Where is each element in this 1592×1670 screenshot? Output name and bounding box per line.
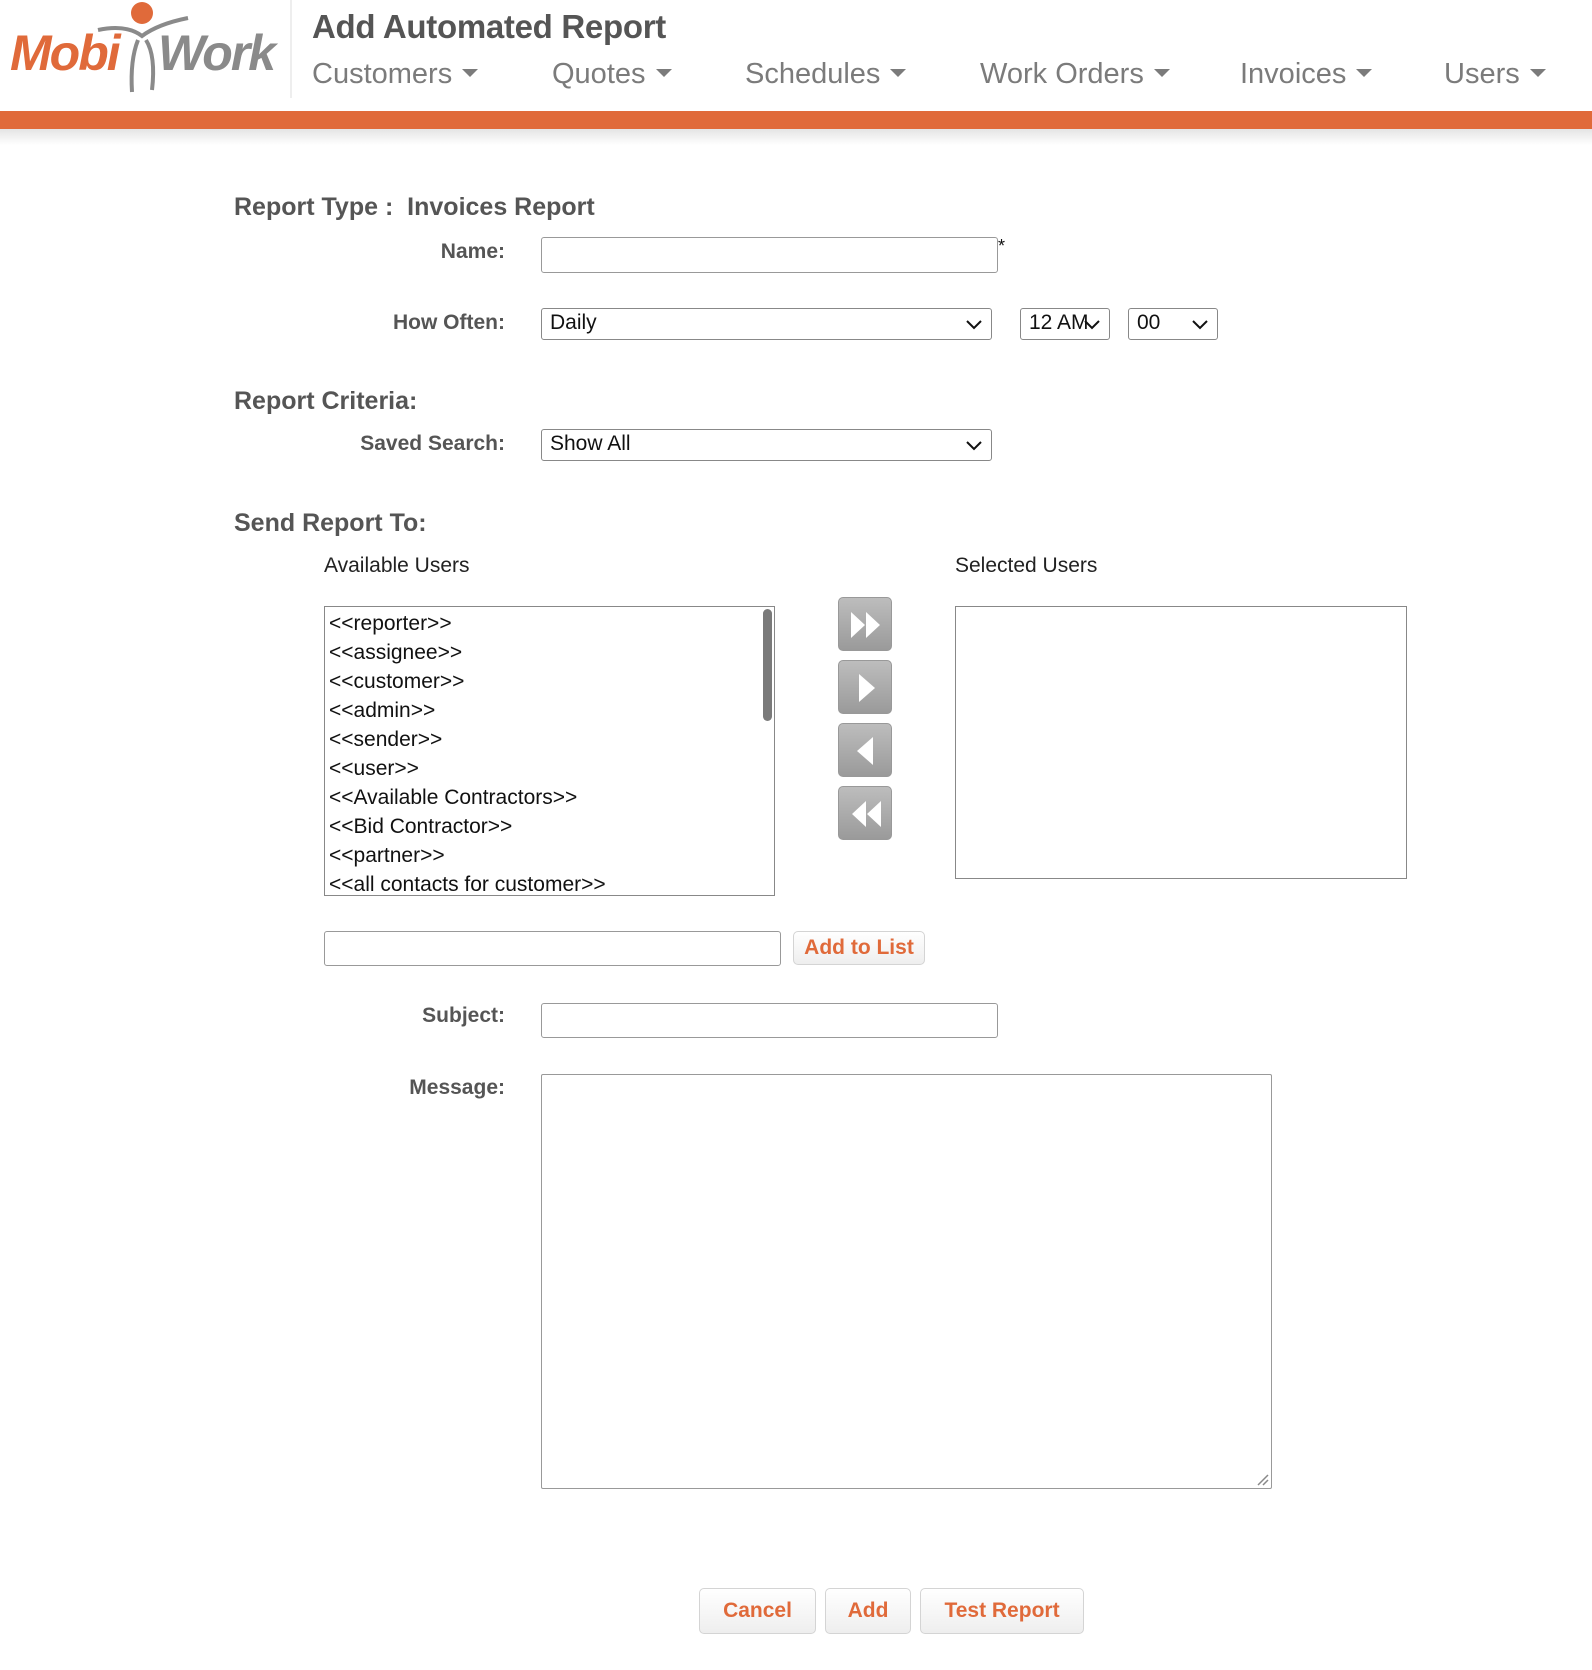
test-report-button[interactable]: Test Report <box>920 1588 1084 1634</box>
list-item[interactable]: <<Available Contractors>> <box>329 786 578 809</box>
chevron-down-icon <box>965 315 983 333</box>
nav-invoices-label: Invoices <box>1240 58 1347 90</box>
resize-handle-icon[interactable] <box>1253 1470 1269 1486</box>
saved-search-label: Saved Search: <box>360 432 505 455</box>
add-button[interactable]: Add <box>825 1588 911 1634</box>
report-type-value: Invoices Report <box>407 193 595 221</box>
add-to-list-button[interactable]: Add to List <box>793 931 925 965</box>
move-all-right-button[interactable] <box>838 597 892 651</box>
arrow-right-icon <box>839 661 893 715</box>
message-label: Message: <box>409 1076 505 1099</box>
list-item[interactable]: <<all contacts for customer>> <box>329 873 606 896</box>
available-users-label: Available Users <box>324 554 470 577</box>
report-type-label: Report Type : <box>234 193 394 221</box>
send-report-to-heading: Send Report To: <box>234 509 427 537</box>
caret-down-icon <box>1356 69 1372 77</box>
selected-users-label: Selected Users <box>955 554 1098 577</box>
nav-customers[interactable] <box>312 58 478 91</box>
message-textarea[interactable] <box>541 1074 1272 1489</box>
nav-schedules[interactable] <box>745 58 906 91</box>
how-often-label: How Often: <box>393 311 505 334</box>
nav-quotes-label: Quotes <box>552 58 646 90</box>
name-label: Name: <box>440 240 505 263</box>
accent-bar <box>0 111 1592 129</box>
list-item[interactable]: <<Bid Contractor>> <box>329 815 513 838</box>
minute-select[interactable] <box>1128 308 1218 340</box>
saved-search-value: Show All <box>550 432 631 455</box>
header-divider <box>290 0 292 98</box>
nav-schedules-label: Schedules <box>745 58 881 90</box>
saved-search-select[interactable] <box>541 429 992 461</box>
svg-text:Mobi: Mobi <box>10 25 119 81</box>
list-item[interactable]: <<assignee>> <box>329 641 463 664</box>
nav-users[interactable] <box>1444 58 1546 91</box>
caret-down-icon <box>1530 69 1546 77</box>
list-item[interactable]: <<user>> <box>329 757 419 780</box>
svg-text:Work: Work <box>158 25 275 81</box>
name-input[interactable] <box>541 237 998 273</box>
nav-quotes[interactable] <box>552 58 672 91</box>
list-scrollbar[interactable] <box>763 609 772 721</box>
subject-input[interactable] <box>541 1003 998 1038</box>
list-item[interactable]: <<sender>> <box>329 728 443 751</box>
how-often-value: Daily <box>550 311 597 334</box>
nav-work-orders[interactable] <box>980 58 1170 91</box>
nav-customers-label: Customers <box>312 58 453 90</box>
chevron-down-icon <box>1083 315 1101 333</box>
caret-down-icon <box>1154 69 1170 77</box>
caret-down-icon <box>462 69 478 77</box>
double-arrow-right-icon <box>839 598 893 652</box>
hour-select[interactable] <box>1020 308 1110 340</box>
page-title: Add Automated Report <box>312 8 666 45</box>
mobiwork-logo[interactable] <box>6 0 274 100</box>
how-often-select[interactable] <box>541 308 992 340</box>
caret-down-icon <box>890 69 906 77</box>
minute-value: 00 <box>1137 311 1161 334</box>
chevron-down-icon <box>1191 315 1209 333</box>
chevron-down-icon <box>965 436 983 454</box>
accent-shadow <box>0 129 1592 145</box>
caret-down-icon <box>656 69 672 77</box>
report-criteria-heading: Report Criteria: <box>234 387 418 415</box>
nav-work-orders-label: Work Orders <box>980 58 1144 90</box>
list-item[interactable]: <<reporter>> <box>329 612 452 635</box>
subject-label: Subject: <box>422 1004 505 1027</box>
app-header <box>0 0 1592 112</box>
cancel-button[interactable]: Cancel <box>699 1588 816 1634</box>
list-item[interactable]: <<customer>> <box>329 670 465 693</box>
nav-users-label: Users <box>1444 58 1520 90</box>
list-item[interactable]: <<admin>> <box>329 699 436 722</box>
arrow-left-icon <box>839 724 893 778</box>
move-all-left-button[interactable] <box>838 786 892 840</box>
available-users-list[interactable] <box>324 606 775 896</box>
move-right-button[interactable] <box>838 660 892 714</box>
required-marker: * <box>998 236 1006 256</box>
move-left-button[interactable] <box>838 723 892 777</box>
list-item[interactable]: <<partner>> <box>329 844 445 867</box>
selected-users-list[interactable] <box>955 606 1407 879</box>
report-type-heading <box>234 193 595 222</box>
hour-value: 12 AM <box>1029 311 1089 334</box>
add-email-input[interactable] <box>324 931 781 966</box>
nav-invoices[interactable] <box>1240 58 1372 91</box>
double-arrow-left-icon <box>839 787 893 841</box>
